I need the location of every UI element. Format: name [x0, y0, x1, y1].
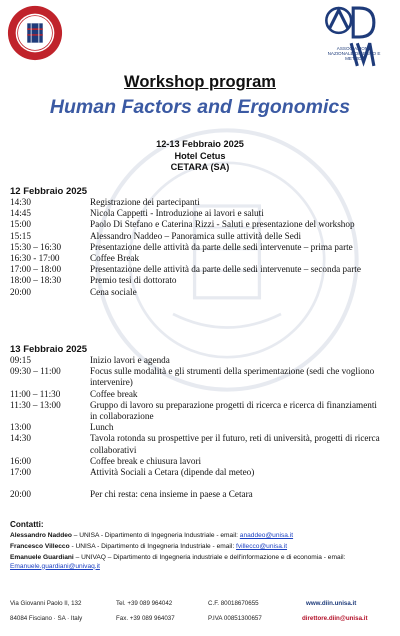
- workshop-subtitle: Human Factors and Ergonomics: [49, 96, 351, 118]
- program-title: Workshop program: [124, 73, 276, 91]
- contacts-heading: Contatti:: [10, 520, 44, 529]
- schedule-activity: Per chi resta: cena insieme in paese a Cetara: [90, 489, 253, 500]
- schedule-row: [10, 456, 382, 467]
- schedule-time: 15:30 – 16:30: [10, 241, 62, 252]
- contact-villecco: [10, 542, 395, 553]
- schedule-time: 20:00: [10, 489, 31, 500]
- schedule-row: [10, 400, 382, 422]
- contact-name: Francesco Villecco: [10, 542, 70, 550]
- contact-affiliation: – UNIVAQ – Dipartimento di Ingegneria industriale e dell'informazione e di economia - email:: [73, 553, 346, 561]
- schedule-time: [10, 478, 90, 489]
- schedule-row: [10, 197, 382, 208]
- contact-name: Emanuele Guardiani: [10, 553, 74, 561]
- schedule-time: 11:30 – 13:00: [10, 399, 61, 410]
- schedule-time: 14:30: [10, 197, 31, 207]
- schedule-time: 20:00: [10, 286, 31, 297]
- footer-address-line1: Via Giovanni Paolo II, 132: [10, 600, 82, 607]
- schedule-row: [10, 253, 382, 264]
- schedule-activity: Cena sociale: [90, 286, 137, 297]
- email-link[interactable]: fvillecco@unisa.it: [236, 542, 288, 550]
- footer-website-link[interactable]: www.diin.unisa.it: [306, 600, 357, 607]
- schedule-activity: Attività Sociali a Cetara (dipende dal meteo): [90, 467, 255, 478]
- schedule-row: [10, 467, 382, 478]
- footer-piva: P.IVA 00851300657: [208, 615, 262, 622]
- schedule-activity: Coffee Break: [90, 253, 140, 264]
- schedule-time: 14:45: [10, 208, 31, 219]
- schedule-row: [10, 433, 382, 455]
- schedule-time: 09:30 – 11:00: [10, 366, 61, 377]
- schedule-activity: Alessandro Naddeo – Panoramica sulle attività delle Sedi: [90, 230, 301, 241]
- schedule-time: 09:15: [10, 355, 31, 365]
- schedule-activity: Premio tesi di dottorato: [90, 275, 177, 286]
- footer: [0, 598, 400, 628]
- schedule-activity: Coffee break e chiusura lavori: [90, 455, 202, 466]
- event-info: [0, 139, 400, 174]
- schedule-activity: Focus sulle modalità e gli strumenti della sperimentazione (sedi che vogliono intervenire): [90, 366, 375, 388]
- schedule-time: 18:00 – 18:30: [10, 275, 62, 286]
- day2-heading: 13 Febbraio 2025: [10, 344, 88, 355]
- email-link[interactable]: anaddeo@unisa.it: [239, 532, 294, 539]
- footer-tel: Tel. +39 089 964042: [116, 600, 173, 607]
- schedule-activity: Gruppo di lavoro su preparazione progetti di ricerca e ricerca di finanziamenti in collaborazione: [90, 399, 377, 422]
- schedule-time: 15:15: [10, 230, 31, 241]
- footer-fax: Fax. +39 089 964037: [116, 615, 175, 622]
- schedule-activity: [90, 478, 382, 489]
- schedule-row: [10, 355, 382, 366]
- schedule-time: 11:00 – 11:30: [10, 388, 61, 399]
- contact-affiliation: - UNISA - Dipartimento di Ingegneria Industriale - email:: [69, 542, 237, 550]
- event-venue: Hotel Cetus: [174, 150, 226, 161]
- contact-guardiani: [10, 553, 395, 571]
- day1-schedule: [10, 197, 382, 298]
- schedule-time: 15:00: [10, 219, 31, 230]
- schedule-activity: Paolo Di Stefano e Caterina Rizzi - Saluti e presentazione del workshop: [90, 219, 355, 230]
- schedule-row: [10, 422, 382, 433]
- schedule-time: 17:00 – 18:00: [10, 264, 62, 275]
- schedule-row: [10, 389, 382, 400]
- contact-affiliation: – UNISA - Dipartimento di Ingegneria Industriale - email:: [71, 532, 240, 539]
- schedule-activity: Nicola Cappetti - Introduzione ai lavori e saluti: [90, 208, 264, 219]
- schedule-time: 16:30 - 17:00: [10, 253, 60, 264]
- schedule-row: [10, 219, 382, 230]
- contacts-section: [10, 519, 395, 571]
- footer-cf: C.F. 80018670655: [208, 600, 259, 607]
- schedule-activity: Registrazione dei partecipanti: [90, 197, 200, 207]
- contact-name: Alessandro Naddeo: [10, 532, 72, 539]
- event-dates: 12-13 Febbraio 2025: [156, 139, 244, 149]
- schedule-row: [10, 231, 382, 242]
- schedule-time: 14:30: [10, 433, 31, 444]
- day2-schedule: [10, 355, 382, 500]
- schedule-activity: Inizio lavori e agenda: [90, 355, 170, 365]
- schedule-row: [10, 478, 382, 489]
- schedule-time: 13:00: [10, 422, 31, 433]
- footer-email-link[interactable]: direttore.diin@unisa.it: [302, 615, 368, 622]
- schedule-activity: Coffee break: [90, 388, 138, 399]
- schedule-activity: Presentazione delle attività da parte delle sedi intervenute – seconda parte: [90, 264, 361, 275]
- schedule-row: [10, 366, 382, 388]
- schedule-row: [10, 275, 382, 286]
- schedule-activity: Presentazione delle attività da parte delle sedi intervenute – prima parte: [90, 241, 353, 252]
- unisa-logo: [6, 4, 64, 62]
- event-location: CETARA (SA): [170, 162, 230, 172]
- day1-heading: 12 Febbraio 2025: [10, 186, 88, 197]
- footer-address-line2: 84084 Fisciano · SA · Italy: [10, 615, 83, 622]
- schedule-row: [10, 208, 382, 219]
- schedule-row: [10, 264, 382, 275]
- schedule-activity: Lunch: [90, 422, 114, 433]
- schedule-row: [10, 287, 382, 298]
- adm-logo-caption: ASSOCIAZIONE NAZIONALE DISEGNO E METODI: [327, 46, 381, 61]
- schedule-time: 16:00: [10, 455, 31, 466]
- schedule-row: [10, 242, 382, 253]
- contact-naddeo: [10, 531, 395, 542]
- schedule-row: [10, 489, 382, 500]
- schedule-time: 17:00: [10, 467, 31, 478]
- email-link[interactable]: Emanuele.guardiani@univaq.it: [10, 562, 100, 570]
- schedule-activity: Tavola rotonda su prospettive per il futuro, reti di università, progetti di ricerca collaborativi: [90, 433, 380, 455]
